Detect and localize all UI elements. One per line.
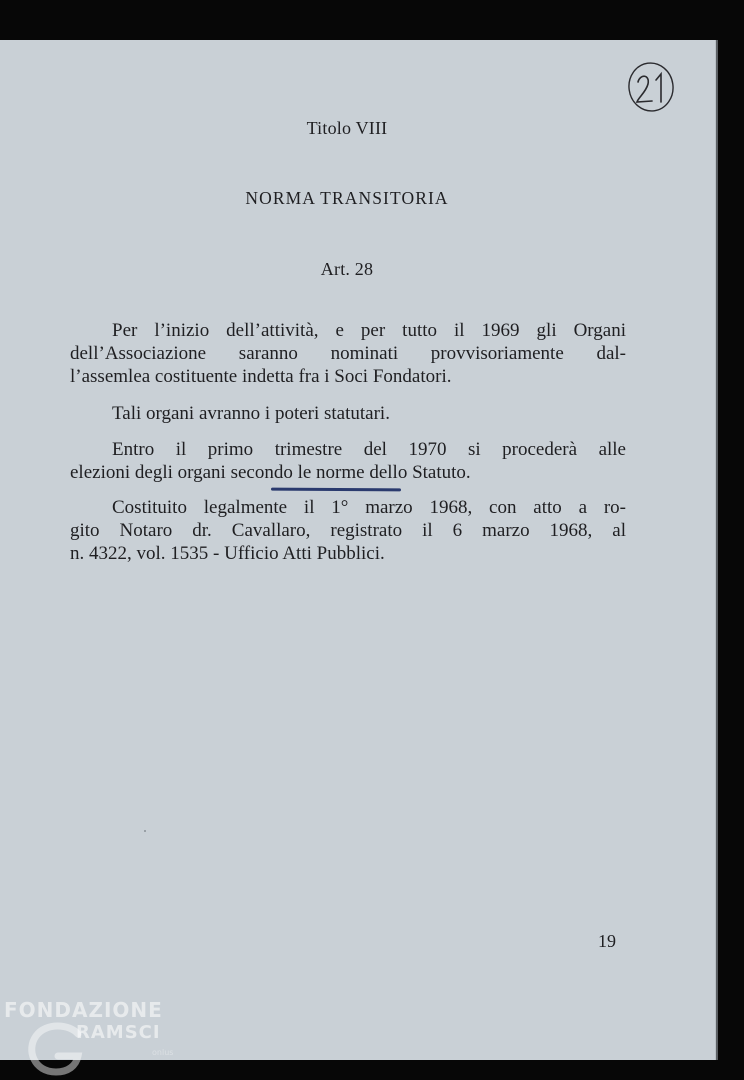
paragraph-line: elezioni degli organi secondo le norme dello Statuto. — [70, 462, 471, 483]
paragraph-line: gito Notaro dr. Cavallaro, registrato il 6 marzo 1968, al — [70, 520, 626, 541]
watermark-sub: onlus — [152, 1048, 174, 1057]
article-heading: Art. 28 — [320, 259, 374, 279]
paragraph-line: Costituito legalmente il 1° marzo 1968, con atto a ro- — [112, 497, 626, 518]
handwritten-page-annotation — [626, 58, 678, 114]
paragraph-line: Tali organi avranno i poteri statutari. — [112, 403, 390, 424]
paper-speck — [144, 830, 146, 832]
page-edge — [716, 40, 718, 1060]
paragraph-line: n. 4322, vol. 1535 - Ufficio Atti Pubblici. — [70, 543, 385, 564]
watermark-line2: RAMSCI — [76, 1022, 161, 1043]
title-heading: Titolo VIII — [306, 118, 388, 138]
paragraph-4 — [70, 496, 626, 565]
paragraph-3 — [70, 438, 626, 484]
paragraph-2 — [70, 402, 626, 425]
page-number: 19 — [598, 931, 616, 951]
paragraph-1 — [70, 319, 626, 388]
watermark-line1: FONDAZIONE — [4, 998, 163, 1022]
watermark-logo — [4, 996, 194, 1080]
section-heading: NORMA TRANSITORIA — [245, 188, 449, 208]
paragraph-line: l’assemlea costituente indetta fra i Soci Fondatori. — [70, 366, 452, 387]
paragraph-line: dell’Associazione saranno nominati provvisoriamente dal- — [70, 343, 626, 364]
paragraph-line: Entro il primo trimestre del 1970 si procederà alle — [112, 439, 626, 460]
paragraph-line: Per l’inizio dell’attività, e per tutto il 1969 gli Organi — [112, 320, 626, 341]
